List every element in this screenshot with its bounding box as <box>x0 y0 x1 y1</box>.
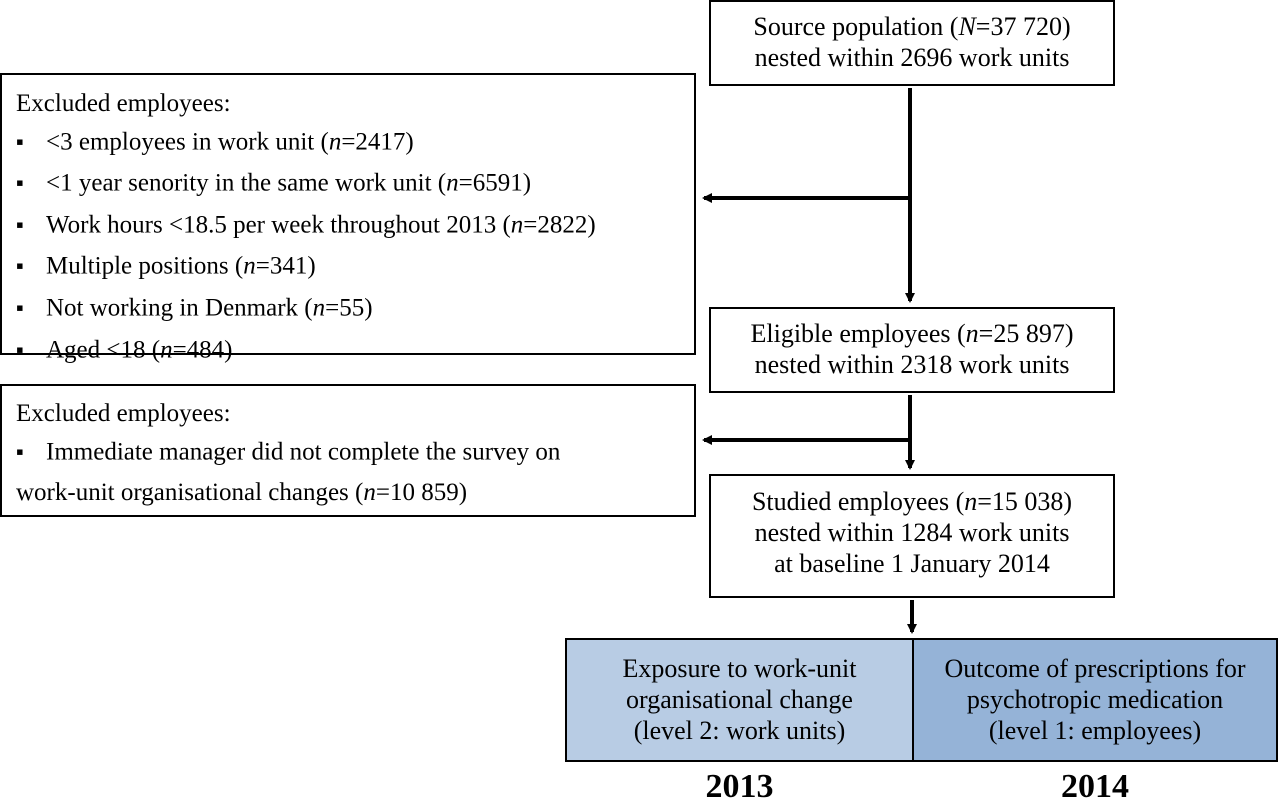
eligible-line-2: nested within 2318 work units <box>754 350 1070 379</box>
exposure-line-2: organisational change <box>626 685 853 714</box>
source-population-line-1: Source population (N=37 720) <box>753 12 1071 41</box>
studied-line-3: at baseline 1 January 2014 <box>774 549 1050 578</box>
exclusion-2-item-line-1: ▪Immediate manager did not complete the survey on <box>16 433 694 475</box>
studied-line-1: Studied employees (n=15 038) <box>751 487 1073 516</box>
eligible-line-1: Eligible employees (n=25 897) <box>750 319 1074 348</box>
studied-line-2: nested within 1284 work units <box>754 518 1070 547</box>
outcome-line-3: (level 1: employees) <box>988 716 1202 745</box>
exposure-line-1: Exposure to work-unit <box>622 654 857 683</box>
exclusion-1-item: ▪<1 year senority in the same work unit (n=6591) <box>16 164 694 206</box>
exclusion-1-heading: Excluded employees: <box>16 90 231 117</box>
source-population-line-2: nested within 2696 work units <box>754 43 1070 72</box>
outcome-line-2: psychotropic medication <box>966 685 1224 714</box>
year-label-2013: 2013 <box>705 768 774 805</box>
exposure-line-3: (level 2: work units) <box>633 716 846 745</box>
exclusion-1-item: ▪<3 employees in work unit (n=2417) <box>16 123 694 165</box>
exclusion-1-item: ▪Not working in Denmark (n=55) <box>16 289 694 331</box>
outcome-line-1: Outcome of prescriptions for <box>944 654 1246 683</box>
exclusion-1-item: ▪Aged <18 (n=484) <box>16 331 694 373</box>
exclusion-2-heading: Excluded employees: <box>16 400 231 427</box>
exclusion-1-item: ▪Work hours <18.5 per week throughout 2013 (n=2822) <box>16 206 694 248</box>
year-label-2014: 2014 <box>1061 768 1129 805</box>
exclusion-2-item-line-2: work-unit organisational changes (n=10 859) <box>16 479 468 507</box>
exclusion-1-item: ▪Multiple positions (n=341) <box>16 247 694 289</box>
